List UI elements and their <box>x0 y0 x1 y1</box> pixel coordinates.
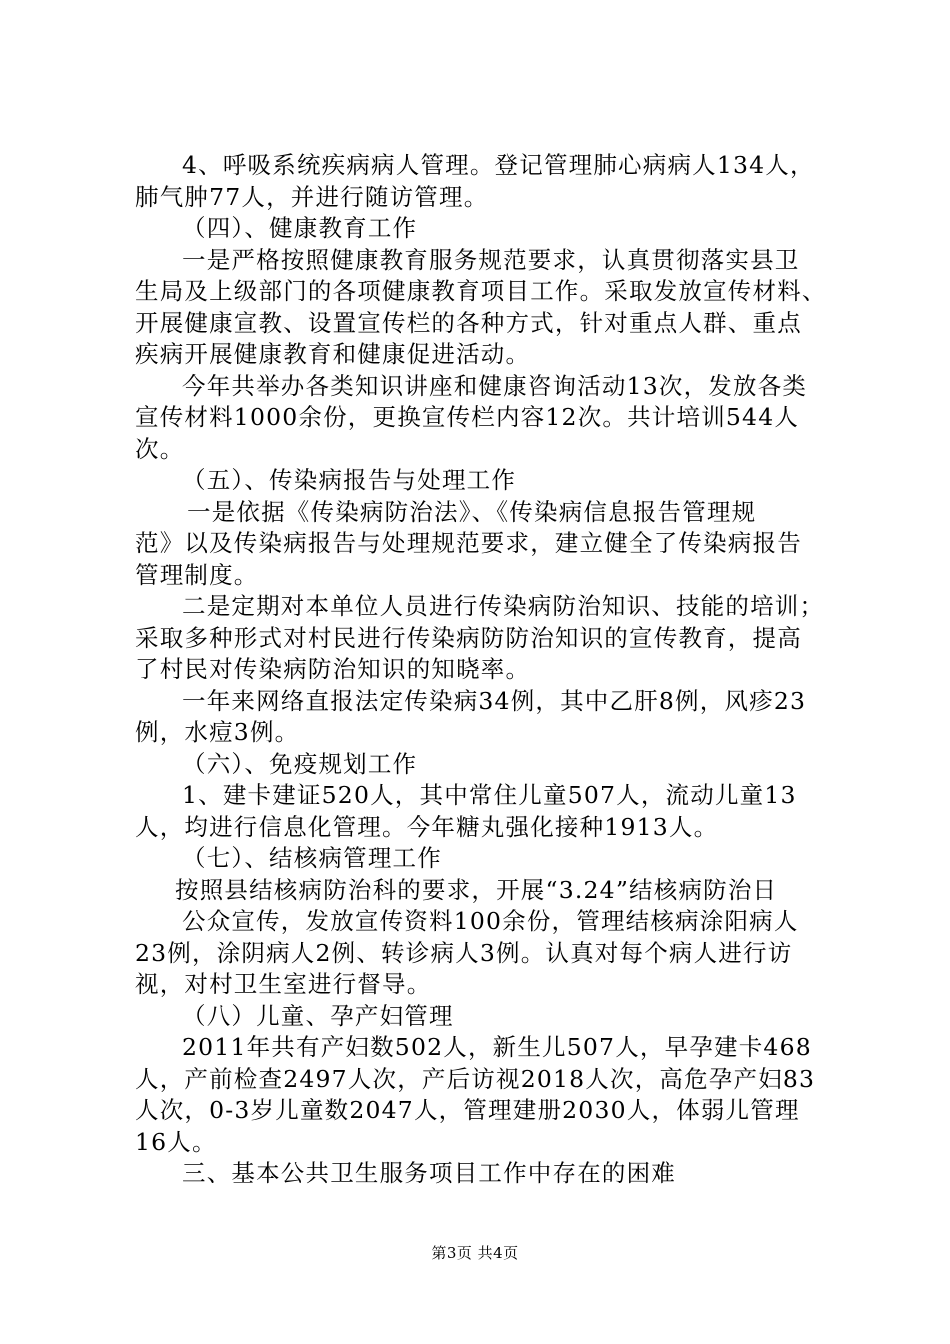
paragraph-lectures-line-2: 宣传材料1000余份，更换宣传栏内容12次。共计培训544人 <box>135 403 800 431</box>
section-heading-immunization: （六）、免疫规划工作 <box>182 749 418 778</box>
paragraph-health-education-line-2: 生局及上级部门的各项健康教育项目工作。采取发放宣传材料、 <box>135 277 827 305</box>
paragraph-respiratory-line-2: 肺气肿77人，并进行随访管理。 <box>135 182 489 211</box>
paragraph-reported-cases-line-1: 一年来网络直报法定传染病34例，其中乙肝8例，风疹23 <box>182 686 807 715</box>
paragraph-maternal-child-line-4: 16人。 <box>135 1127 217 1156</box>
paragraph-lectures-line-3: 次。 <box>135 434 185 463</box>
paragraph-health-education-line-4: 疾病开展健康教育和健康促进活动。 <box>135 340 531 368</box>
paragraph-health-education-line-3: 开展健康宣教、设置宣传栏的各种方式，针对重点人群、重点 <box>135 308 802 337</box>
paragraph-training-line-1: 二是定期对本单位人员进行传染病防治知识、技能的培训； <box>182 592 825 620</box>
paragraph-tuberculosis-line-4: 视，对村卫生室进行督导。 <box>135 970 432 998</box>
paragraph-respiratory-line-1: 4、呼吸系统疾病病人管理。登记管理肺心病病人134人， <box>182 151 815 179</box>
paragraph-training-line-3: 了村民对传染病防治知识的知晓率。 <box>135 655 531 683</box>
section-heading-difficulties: 三、基本公共卫生服务项目工作中存在的困难 <box>182 1159 676 1187</box>
paragraph-tuberculosis-line-2: 公众宣传，发放宣传资料100余份，管理结核病涂阳病人 <box>182 907 799 935</box>
paragraph-lectures-line-1: 今年共举办各类知识讲座和健康咨询活动13次，发放各类 <box>182 371 808 400</box>
paragraph-tuberculosis-line-3: 23例，涂阴病人2例、转诊病人3例。认真对每个病人进行访 <box>135 938 793 967</box>
paragraph-health-education-line-1: 一是严格按照健康教育服务规范要求，认真贯彻落实县卫 <box>182 245 800 274</box>
paragraph-infectious-law-line-3: 管理制度。 <box>135 560 259 589</box>
section-heading-maternal-child: （八）儿童、孕产妇管理 <box>182 1001 454 1030</box>
paragraph-immunization-line-2: 人，均进行信息化管理。今年糖丸强化接种1913人。 <box>135 812 719 841</box>
section-heading-tuberculosis: （七）、结核病管理工作 <box>182 844 442 872</box>
page-footer: 第3页 共4页 <box>431 1244 519 1262</box>
paragraph-maternal-child-line-2: 人，产前检查2497人次，产后访视2018人次，高危孕产妇83 <box>135 1064 816 1093</box>
paragraph-tuberculosis-line-1: 按照县结核病防治科的要求，开展“3.24”结核病防治日 <box>175 875 778 904</box>
paragraph-reported-cases-line-2: 例，水痘3例。 <box>135 718 300 746</box>
document-body <box>135 150 835 1190</box>
paragraph-infectious-law-line-1: 一是依据《传染病防治法》、《传染病信息报告管理规 <box>187 497 757 526</box>
paragraph-maternal-child-line-3: 人次，0-3岁儿童数2047人，管理建册2030人，体弱儿管理 <box>135 1096 800 1124</box>
paragraph-infectious-law-line-2: 范》以及传染病报告与处理规范要求，建立健全了传染病报告 <box>135 529 802 557</box>
paragraph-immunization-line-1: 1、建卡建证520人，其中常住儿童507人，流动儿童13 <box>182 781 797 809</box>
section-heading-infectious-disease: （五）、传染病报告与处理工作 <box>182 466 517 494</box>
paragraph-training-line-2: 采取多种形式对村民进行传染病防防治知识的宣传教育，提高 <box>135 623 802 652</box>
section-heading-health-education: （四）、健康教育工作 <box>182 214 418 242</box>
paragraph-maternal-child-line-1: 2011年共有产妇数502人，新生儿507人，早孕建卡468 <box>182 1033 812 1061</box>
